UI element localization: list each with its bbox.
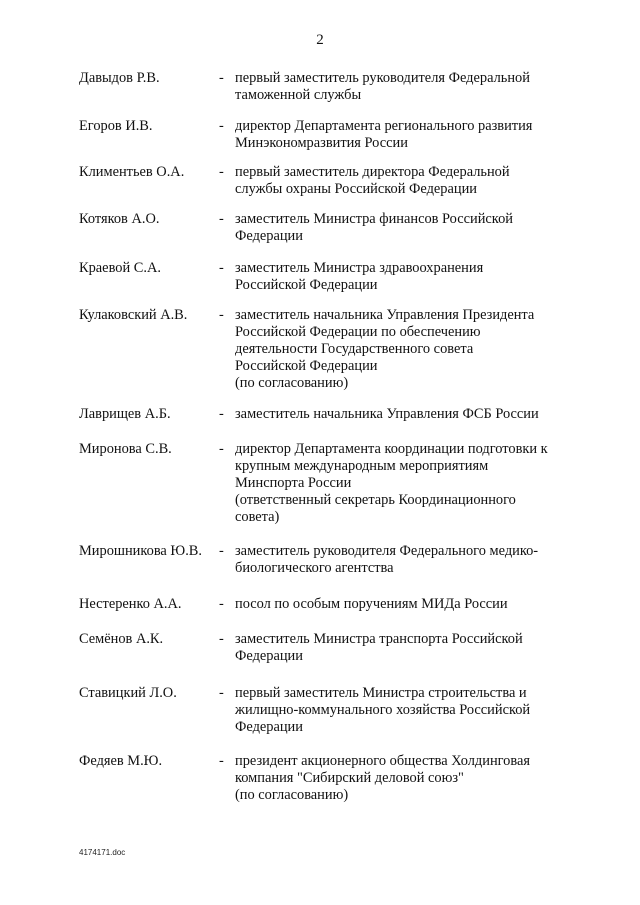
position-line: президент акционерного общества Холдинговая <box>235 753 530 769</box>
dash-separator: - <box>219 307 224 323</box>
position-line: службы охраны Российской Федерации <box>235 181 477 197</box>
member-position <box>235 596 575 613</box>
member-name: Лаврищев А.Б. <box>79 406 171 422</box>
position-line: заместитель начальника Управления ФСБ России <box>235 406 539 422</box>
position-line: заместитель начальника Управления Президента <box>235 307 535 323</box>
position-line: первый заместитель Министра строительства и <box>235 685 527 701</box>
member-position <box>235 260 575 294</box>
position-line: заместитель Министра здравоохранения <box>235 260 484 276</box>
dash-separator: - <box>219 596 224 612</box>
position-line: заместитель руководителя Федерального медико- <box>235 543 539 559</box>
position-line: Российской Федерации <box>235 277 378 293</box>
dash-separator: - <box>219 685 224 701</box>
dash-separator: - <box>219 441 224 457</box>
member-name: Ставицкий Л.О. <box>79 685 177 701</box>
dash-separator: - <box>219 753 224 769</box>
member-name: Краевой С.А. <box>79 260 161 276</box>
member-name: Давыдов Р.В. <box>79 70 160 86</box>
member-position <box>235 685 575 736</box>
member-name: Мирошникова Ю.В. <box>79 543 203 559</box>
page-number: 2 <box>316 32 324 48</box>
position-line: (по согласованию) <box>235 375 349 391</box>
member-position <box>235 406 575 423</box>
member-name: Семёнов А.К. <box>79 631 164 647</box>
position-line: заместитель Министра финансов Российской <box>235 211 513 227</box>
dash-separator: - <box>219 211 224 227</box>
position-line: Федерации <box>235 228 303 244</box>
position-line: Минэкономразвития России <box>235 135 408 151</box>
dash-separator: - <box>219 631 224 647</box>
dash-separator: - <box>219 164 224 180</box>
dash-separator: - <box>219 543 224 559</box>
position-line: Федерации <box>235 719 303 735</box>
position-line: посол по особым поручениям МИДа России <box>235 596 508 612</box>
member-position <box>235 211 575 245</box>
position-line: таможенной службы <box>235 87 362 103</box>
member-name: Нестеренко А.А. <box>79 596 182 612</box>
member-name: Федяев М.Ю. <box>79 753 163 769</box>
position-line: деятельности Государственного совета <box>235 341 474 357</box>
position-line: (по согласованию) <box>235 787 349 803</box>
position-line: Российской Федерации по обеспечению <box>235 324 481 340</box>
dash-separator: - <box>219 70 224 86</box>
member-position <box>235 441 575 526</box>
dash-separator: - <box>219 406 224 422</box>
position-line: жилищно-коммунального хозяйства Российской <box>235 702 531 718</box>
position-line: Минспорта России <box>235 475 352 491</box>
position-line: директор Департамента регионального развития <box>235 118 533 134</box>
member-name: Климентьев О.А. <box>79 164 185 180</box>
member-position <box>235 118 575 152</box>
member-position <box>235 631 575 665</box>
position-line: компания "Сибирский деловой союз" <box>235 770 464 786</box>
member-name: Котяков А.О. <box>79 211 160 227</box>
position-line: (ответственный секретарь Координационного <box>235 492 516 508</box>
member-position <box>235 753 575 804</box>
position-line: директор Департамента координации подготовки к <box>235 441 548 457</box>
member-name: Егоров И.В. <box>79 118 153 134</box>
document-filename: 4174171.doc <box>79 848 126 857</box>
member-position <box>235 543 575 577</box>
member-name: Кулаковский А.В. <box>79 307 188 323</box>
dash-separator: - <box>219 260 224 276</box>
position-line: биологического агентства <box>235 560 394 576</box>
position-line: заместитель Министра транспорта Российской <box>235 631 523 647</box>
position-line: крупным международным мероприятиям <box>235 458 489 474</box>
member-position <box>235 70 575 104</box>
position-line: Российской Федерации <box>235 358 378 374</box>
member-position <box>235 164 575 198</box>
position-line: первый заместитель руководителя Федеральной <box>235 70 530 86</box>
member-position <box>235 307 575 392</box>
dash-separator: - <box>219 118 224 134</box>
position-line: первый заместитель директора Федеральной <box>235 164 510 180</box>
position-line: Федерации <box>235 648 303 664</box>
position-line: совета) <box>235 509 280 525</box>
member-name: Миронова С.В. <box>79 441 172 457</box>
